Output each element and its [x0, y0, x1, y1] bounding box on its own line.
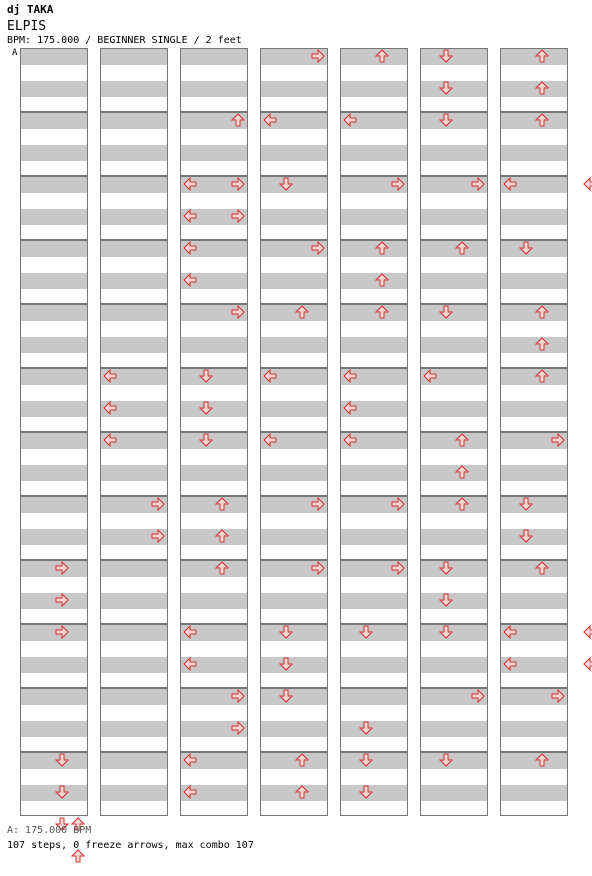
step-arrow — [231, 721, 245, 735]
step-arrow — [391, 177, 405, 191]
measure-block — [340, 304, 408, 368]
step-arrow — [519, 497, 533, 511]
measure-block — [340, 624, 408, 688]
step-arrow — [375, 49, 389, 63]
measure-block — [20, 112, 88, 176]
step-arrow — [263, 113, 277, 127]
step-arrow — [215, 561, 229, 575]
step-arrow — [151, 497, 165, 511]
measure-block — [420, 560, 488, 624]
measure-block — [500, 560, 568, 624]
measure-block — [180, 368, 248, 432]
step-arrow — [55, 561, 69, 575]
step-arrow — [311, 497, 325, 511]
step-arrow — [471, 177, 485, 191]
step-arrow — [55, 625, 69, 639]
step-arrow — [535, 81, 549, 95]
step-arrow — [423, 369, 437, 383]
measure-block — [420, 752, 488, 816]
measure-block — [260, 304, 328, 368]
step-arrow — [183, 785, 197, 799]
step-arrow — [439, 561, 453, 575]
step-arrow — [263, 433, 277, 447]
step-arrow — [183, 657, 197, 671]
step-arrow — [103, 401, 117, 415]
step-arrow — [231, 113, 245, 127]
step-arrow — [535, 561, 549, 575]
step-arrow — [199, 433, 213, 447]
measure-block — [340, 240, 408, 304]
measure-block — [20, 688, 88, 752]
step-arrow — [183, 241, 197, 255]
step-arrow — [391, 561, 405, 575]
measure-block — [180, 432, 248, 496]
measure-block — [100, 624, 168, 688]
measure-block — [500, 304, 568, 368]
step-arrow — [231, 209, 245, 223]
step-arrow — [439, 49, 453, 63]
step-arrow — [151, 529, 165, 543]
measure-block — [260, 176, 328, 240]
step-arrow — [103, 369, 117, 383]
step-arrow — [535, 113, 549, 127]
step-arrow — [55, 753, 69, 767]
step-arrow — [359, 721, 373, 735]
step-arrow — [535, 337, 549, 351]
step-arrow — [215, 497, 229, 511]
step-arrow — [503, 177, 517, 191]
measure-block — [20, 752, 88, 816]
step-arrow — [375, 305, 389, 319]
step-arrow — [263, 369, 277, 383]
step-arrow — [439, 593, 453, 607]
step-arrow — [183, 625, 197, 639]
step-arrow — [231, 689, 245, 703]
measure-block — [500, 48, 568, 112]
step-arrow — [343, 113, 357, 127]
step-arrow — [183, 209, 197, 223]
step-arrow — [359, 625, 373, 639]
step-arrow — [55, 593, 69, 607]
step-arrow — [439, 81, 453, 95]
measure-block — [500, 112, 568, 176]
measure-block — [260, 688, 328, 752]
step-arrow — [583, 177, 592, 191]
measure-block — [20, 560, 88, 624]
step-arrow — [439, 753, 453, 767]
measure-block — [180, 496, 248, 560]
step-arrow — [503, 657, 517, 671]
step-arrow — [359, 785, 373, 799]
measure-block — [420, 432, 488, 496]
step-arrow — [455, 497, 469, 511]
step-arrow — [535, 753, 549, 767]
step-arrow — [519, 529, 533, 543]
measure-block — [420, 240, 488, 304]
step-arrow — [375, 241, 389, 255]
bpm-legend: A: 175.000 BPM — [7, 825, 92, 836]
measure-block — [500, 240, 568, 304]
step-arrow — [583, 625, 592, 639]
step-arrow — [295, 305, 309, 319]
step-arrow — [519, 241, 533, 255]
step-arrow — [535, 369, 549, 383]
measure-block — [20, 368, 88, 432]
measure-block — [100, 240, 168, 304]
step-arrow — [279, 689, 293, 703]
measure-block — [20, 624, 88, 688]
step-arrow — [359, 753, 373, 767]
step-arrow — [311, 49, 325, 63]
step-arrow — [183, 753, 197, 767]
step-arrow — [455, 433, 469, 447]
artist-name: dj TAKA — [7, 3, 54, 16]
bpm-difficulty-line: BPM: 175.000 / BEGINNER SINGLE / 2 feet — [7, 35, 242, 46]
step-arrow — [215, 529, 229, 543]
step-arrow — [439, 305, 453, 319]
step-arrow — [455, 465, 469, 479]
step-arrow — [455, 241, 469, 255]
step-arrow — [343, 369, 357, 383]
measure-block — [260, 624, 328, 688]
measure-block — [100, 176, 168, 240]
step-arrow — [535, 49, 549, 63]
step-arrow — [279, 625, 293, 639]
measure-block — [420, 48, 488, 112]
chart-summary: 107 steps, 0 freeze arrows, max combo 107 — [7, 840, 254, 851]
step-arrow — [55, 785, 69, 799]
measure-block — [420, 304, 488, 368]
step-arrow — [471, 689, 485, 703]
measure-block — [100, 688, 168, 752]
measure-block — [420, 496, 488, 560]
step-arrow — [503, 625, 517, 639]
step-arrow — [231, 177, 245, 191]
step-arrow — [295, 753, 309, 767]
measure-block — [20, 240, 88, 304]
measure-block — [20, 496, 88, 560]
step-arrow — [535, 305, 549, 319]
step-arrow — [183, 177, 197, 191]
measure-block — [500, 368, 568, 432]
step-arrow — [199, 401, 213, 415]
step-arrow — [391, 497, 405, 511]
step-arrow — [311, 241, 325, 255]
measure-block — [420, 624, 488, 688]
step-arrow — [311, 561, 325, 575]
measure-block — [100, 48, 168, 112]
measure-block — [500, 752, 568, 816]
measure-block — [420, 112, 488, 176]
measure-block — [180, 560, 248, 624]
measure-block — [20, 176, 88, 240]
measure-block — [100, 752, 168, 816]
step-arrow — [439, 113, 453, 127]
step-arrow — [71, 849, 85, 863]
step-arrow — [231, 305, 245, 319]
step-arrow — [439, 625, 453, 639]
step-arrow — [279, 657, 293, 671]
measure-block — [340, 752, 408, 816]
measure-block — [100, 304, 168, 368]
measure-block — [500, 496, 568, 560]
song-title: ELPIS — [7, 19, 47, 34]
step-arrow — [279, 177, 293, 191]
measure-block — [100, 112, 168, 176]
step-arrow — [343, 433, 357, 447]
measure-block — [180, 48, 248, 112]
measure-block — [20, 304, 88, 368]
step-arrow — [103, 433, 117, 447]
step-arrow — [199, 369, 213, 383]
measure-block — [260, 752, 328, 816]
bpm-marker: A — [12, 48, 18, 58]
step-arrow — [551, 689, 565, 703]
step-arrow — [183, 273, 197, 287]
measure-block — [20, 48, 88, 112]
step-arrow — [583, 657, 592, 671]
measure-block — [340, 48, 408, 112]
measure-block — [20, 432, 88, 496]
step-arrow — [375, 273, 389, 287]
measure-block — [340, 688, 408, 752]
measure-block — [100, 560, 168, 624]
step-arrow — [551, 433, 565, 447]
step-arrow — [343, 401, 357, 415]
step-arrow — [295, 785, 309, 799]
